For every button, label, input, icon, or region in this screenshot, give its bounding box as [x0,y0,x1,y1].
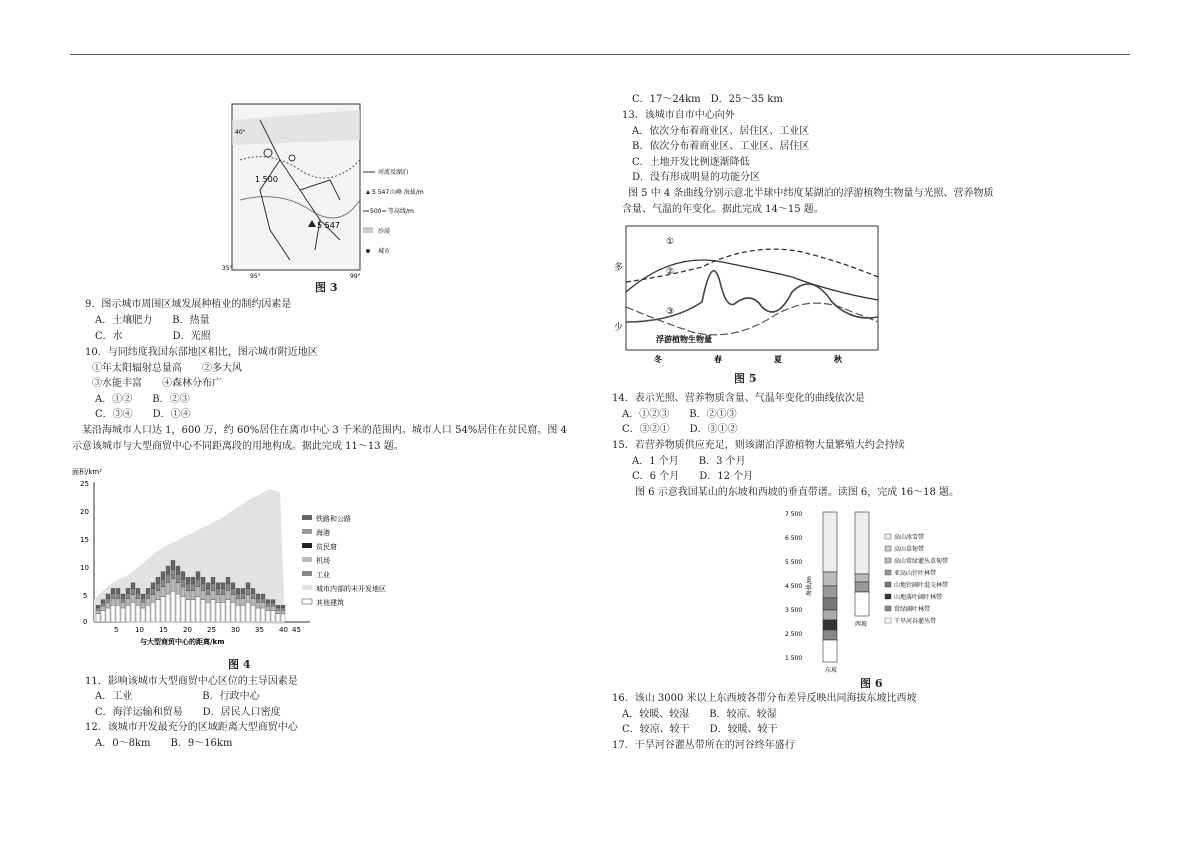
fig4-bar-segment [96,605,100,608]
fig4-bar-segment [221,583,225,589]
fig3-legend-500: 500 [370,208,382,215]
fig3-legend-3: 沙漠 [378,228,391,235]
fig6-ytick-5500: 5 500 [785,559,803,566]
fig4-xtick-20: 20 [183,626,192,634]
fig4-bar-segment [186,600,190,622]
q17-stem: 17．干旱河谷灌丛带所在的河谷终年盛行 [612,740,795,751]
fig4-bar-segment [176,594,180,622]
fig6-west-column [855,512,869,616]
q10-options-cd: C．③④ D．①④ [95,409,191,420]
fig4-bar-segment [196,597,200,622]
fig6-legend-0: 高山冰雪带 [894,534,925,541]
fig4-bar-segment [236,593,240,598]
fig4-bar-segment [221,589,225,595]
fig4-bar-segment [206,589,210,595]
fig4-bar-segment [276,608,280,611]
fig4-bar-segment [246,589,250,595]
q13-option-a: A．依次分布着商业区、居住区、工业区 [632,126,810,137]
fig6-legend-7: 干旱河谷灌丛带 [894,618,937,625]
fig4-bar-segment [206,595,210,603]
fig4-bar-segment [136,588,140,593]
q14-stem: 14．表示光照、营养物质含量、气温年变化的曲线依次是 [612,393,865,404]
fig4-legend-2: 贫民窟 [316,543,337,551]
fig4-bar-segment [206,583,210,589]
q14-options-ab: A．①②③ B．②①③ [622,409,737,420]
fig4-bar-segment [241,588,245,593]
fig4-bar-segment [96,608,100,611]
fig4-bar-segment [231,602,235,622]
fig4-bar-segment [176,583,180,594]
fig4-bar-segment [156,577,160,584]
fig4-bar-segment [156,591,160,600]
fig4-bar-segment [281,610,285,613]
q10-stem: 10．与同纬度我国东部地区相比，图示城市附近地区 [85,347,318,358]
fig4-bar-segment [281,614,285,622]
fig6-ytick-7500: 7 500 [785,511,803,518]
fig4-bar-segment [276,614,280,622]
fig4-xlabel: 与大型商贸中心的距离/km [140,638,225,646]
fig4-bar-segment [211,591,215,600]
fig4-bar-segment [116,605,120,622]
fig4-bar-segment [246,602,250,622]
fig4-bar-segment [136,605,140,622]
fig4-bar-segment [161,579,165,587]
intro-14-15-line2: 含量、气温的年变化。据此完成 14～15 题。 [622,204,824,215]
fig4-bar-segment [261,594,265,598]
fig6-legend-3: 亚高山针叶林带 [894,570,937,577]
fig5-label-2: ② [666,267,675,277]
q10-statements-2: ③水能丰富 ④森林分布广 [92,378,222,389]
q16-options-cd: C．较凉、较干 D．较暖、较干 [622,724,778,735]
fig4-bar-segment [196,579,200,587]
fig4-bar-segment [201,600,205,622]
fig4-bar-segment [106,608,110,622]
fig4-ytick-20: 20 [80,508,89,516]
fig6-ytick-4500: 4 500 [785,583,803,590]
figure-5 [612,222,882,372]
figure-4-caption: 图 4 [228,658,251,671]
q9-options-cd: C．水 D．光照 [95,331,211,342]
fig6-ytick-6500: 6 500 [785,535,803,542]
figure-6-chart [785,506,955,681]
fig3-legend [363,168,424,255]
fig4-bar-segment [216,602,220,622]
fig4-bar-segment [106,602,110,608]
figure-6 [785,506,955,681]
fig4-bar-segment [251,598,255,605]
fig4-ylabel: 面积/km² [72,468,103,476]
fig4-bar-segment [126,593,130,598]
q12-options-ab: A．0～8km B．9～16km [95,738,233,749]
fig4-bar-segment [111,598,115,605]
fig4-bar-segment [191,591,195,600]
fig4-bar-segment [181,597,185,622]
fig6-legend [885,533,948,625]
q16-stem: 16．该山 3000 米以上东西坡各带分布差异反映出同海拔东坡比西坡 [612,693,917,704]
fig4-ytick-15: 15 [80,536,89,544]
q13-option-d: D．没有形成明显的功能分区 [632,172,761,183]
fig4-bar-segment [111,588,115,593]
fig4-bar-segment [261,598,265,602]
fig4-bar-segment [126,605,130,622]
fig4-bar-segment [151,589,155,595]
fig4-bar-segment [181,572,185,580]
fig6-west-label: 西坡 [855,621,868,628]
fig5-season-spring: 春 [714,355,722,364]
fig4-bar-segment [176,574,180,582]
fig3-lat-bottom: 35° [222,265,233,272]
fig4-bar-segment [271,611,275,622]
fig3-legend-1: 山峰 海拔/m [390,189,424,196]
fig4-bar-segment [166,594,170,622]
fig4-bar-segment [121,598,125,602]
fig4-bar-segment [211,600,215,622]
fig4-bar-segment [161,597,165,622]
q13-option-c: C．土地开发比例逐渐降低 [632,157,750,168]
fig4-legend-4: 工业 [316,571,330,579]
fig4-xtick-25: 25 [207,626,216,634]
fig6-ytick-2500: 2 500 [785,631,803,638]
fig4-bar-segment [116,598,120,605]
fig4-bar-segment [271,603,275,606]
fig4-bar-segment [256,598,260,602]
fig4-bar-segment [236,598,240,605]
fig4-bar-segment [141,598,145,602]
fig4-bar-segment [226,584,230,591]
fig4-bar-segment [171,570,175,579]
fig4-bar-segment [116,593,120,598]
fig4-legend [302,514,386,607]
fig4-bar-segment [171,560,175,569]
fig4-bar-segment [271,600,275,603]
fig4-bar-segment [281,605,285,608]
fig3-legend-0: 河流及湖泊 [378,169,409,176]
fig4-bar-segment [256,608,260,622]
fig4-bar-segment [126,598,130,605]
fig4-bar-segment [266,603,270,606]
fig4-bar-segment [131,595,135,603]
fig5-bio-label: 浮游植物生物量 [656,335,712,344]
fig4-bar-segment [226,577,230,584]
fig6-legend-6: 常绿阔叶林带 [894,606,931,613]
fig4-bar-segment [151,583,155,589]
fig4-xtick-35: 35 [255,626,264,634]
fig4-bar-segment [111,593,115,598]
fig4-bar-segment [266,611,270,622]
fig4-bar-segment [121,608,125,622]
figure-3-caption: 图 3 [315,281,338,294]
fig4-bar-segment [186,591,190,600]
fig5-season-winter: 冬 [654,355,662,364]
fig6-ylabel: 海拔/m [806,576,813,596]
fig4-bar-segment [281,608,285,611]
fig4-xtick-5: 5 [114,626,119,634]
fig4-bar-segment [276,610,280,613]
figure-3-map [220,100,450,290]
fig4-ytick-25: 25 [80,480,89,488]
fig4-ytick-5: 5 [83,592,88,600]
fig3-lat-top: 40° [235,129,246,136]
fig4-bar-segment [176,566,180,574]
q12-stem: 12．该城市开发最充分的区域距离大型商贸中心 [85,722,298,733]
fig4-bar-segment [106,598,110,602]
q14-options-cd: C．③②① D．③①② [622,424,738,435]
fig4-bar-segment [156,584,160,591]
fig3-legend-2: 等高线/m [388,208,414,215]
fig4-bar-segment [216,589,220,595]
q11-options-ab: A．工业 B．行政中心 [95,691,260,702]
fig4-bar-segment [236,588,240,593]
fig4-bar-segment [146,588,150,593]
q16-options-ab: A．较暖、较湿 B．较凉、较湿 [622,709,777,720]
fig4-bar-segment [116,588,120,593]
fig4-bar-segment [246,583,250,589]
q15-stem: 15．若营养物质供应充足，则该湖泊浮游植物大量繁殖大约会持续 [612,440,905,451]
fig4-bar-segment [131,589,135,595]
q11-options-cd: C．海洋运输和贸易 D．居民人口密度 [95,707,281,718]
fig4-ytick-10: 10 [80,564,89,572]
intro-16-18: 图 6 示意我国某山的东坡和西坡的垂直带谱。读图 6，完成 16～18 题。 [625,487,960,498]
fig4-bar-segment [206,602,210,622]
fig4-bar-segment [201,584,205,591]
fig4-xtick-30: 30 [231,626,240,634]
fig4-bar-segment [191,600,195,622]
fig3-lon-left: 95° [250,273,261,280]
fig4-bar-segment [201,577,205,584]
figure-4 [70,464,430,654]
fig4-bar-segment [231,589,235,595]
fig4-bar-segment [171,591,175,622]
fig4-bar-segment [166,583,170,594]
fig4-legend-0: 铁路和公路 [316,515,351,523]
top-rule [70,54,1130,55]
q10-options-ab: A．①② B．②③ [95,394,190,405]
fig6-east-column [823,512,837,662]
q11-stem: 11．影响该城市大型商贸中心区位的主导因素是 [85,676,298,687]
fig4-bar-segment [191,577,195,584]
fig6-ytick-3500: 3 500 [785,607,803,614]
fig4-bar-segment [216,595,220,603]
fig4-bar-segment [221,595,225,603]
fig4-bar-segment [261,602,265,608]
fig4-bar-segment [186,577,190,584]
fig4-bar-segment [226,600,230,622]
fig6-legend-4: 山地针阔叶混交林带 [894,582,949,589]
fig4-bar-segment [146,605,150,622]
q12-options-cd: C．17～24km D．25～35 km [632,94,783,105]
fig4-bar-segment [126,588,130,593]
fig4-bar-segment [211,584,215,591]
fig4-bar-segment [221,602,225,622]
fig5-label-1: ① [666,237,675,247]
fig4-bar-segment [101,603,105,606]
fig4-bar-segment [136,598,140,605]
fig4-bar-segment [236,605,240,622]
fig4-bar-segment [121,594,125,598]
fig4-bar-segment [231,583,235,589]
fig4-bar-segment [201,591,205,600]
fig4-bar-segment [121,602,125,608]
fig4-bar-segment [186,584,190,591]
fig5-label-3: ③ [666,307,675,317]
fig4-bar-segment [166,566,170,574]
fig4-xtick-15: 15 [159,626,168,634]
fig4-bar-segment [251,605,255,622]
fig4-bar-segment [216,583,220,589]
fig4-bar-segment [141,594,145,598]
fig4-legend-1: 海港 [316,529,330,537]
fig4-xtick-45: 45 [292,626,301,634]
fig5-y-top: 多 [614,263,624,273]
fig4-bar-segment [131,583,135,589]
fig4-bar-segment [101,611,105,622]
fig4-bar-segment [141,608,145,622]
fig4-bar-segment [241,605,245,622]
fig4-bar-segment [251,593,255,598]
fig4-bar-segment [166,574,170,582]
fig5-y-bottom: 少 [614,323,624,333]
fig3-label-1500: 1 500 [255,175,278,184]
fig4-bar-segment [266,600,270,603]
fig6-ytick-1500: 1 500 [785,655,803,662]
fig4-bar-segment [196,587,200,597]
fig4-bar-segment [161,587,165,597]
fig4-bar-segment [151,602,155,622]
fig4-bar-segment [131,602,135,622]
figure-5-chart [612,222,882,372]
q13-option-b: B．依次分布着商业区、工业区、居住区 [632,141,810,152]
fig4-legend-6: 其他建筑 [316,599,344,607]
fig5-season-autumn: 秋 [834,355,842,364]
q9-options-ab: A．土壤肥力 B．热量 [95,315,210,326]
fig4-bar-segment [106,594,110,598]
intro-11-13-line2: 示意该城市与大型商贸中心不同距离段的用地构成。据此完成 11～13 题。 [72,441,404,452]
fig4-bar-segment [96,610,100,613]
fig4-legend-5: 城市内部的未开发地区 [316,585,386,593]
intro-11-13-line1: 某沿海城市人口达 1，600 万，约 60%居住在离市中心 3 千米的范围内。城市人口 54%居住在贫民窟。图 4 [72,425,567,436]
fig4-bar-segment [276,605,280,608]
fig4-bar-segment [151,595,155,603]
fig4-legend-3: 机场 [316,557,330,565]
fig3-lon-right: 99° [350,273,361,280]
fig4-bar-segment [161,572,165,580]
fig4-bar-segment [146,593,150,598]
fig6-east-label: 东坡 [825,667,838,674]
fig5-season-summer: 夏 [774,355,782,364]
fig4-bar-segment [146,598,150,605]
fig4-bar-segment [181,587,185,597]
fig4-bar-segment [256,594,260,598]
fig6-legend-5: 山地落叶阔叶林带 [894,594,943,601]
figure-6-caption: 图 6 [860,677,883,690]
fig4-bar-segment [256,602,260,608]
fig4-bar-segment [231,595,235,603]
fig3-legend-4: 城市 [378,248,391,255]
fig4-bar-segment [241,593,245,598]
fig4-bar-segment [226,591,230,600]
figure-3 [220,100,450,290]
fig4-bar-segment [271,606,275,610]
figure-5-caption: 图 5 [734,372,757,385]
fig3-label-5547: 5 547 [317,221,340,230]
q15-options-cd: C．6 个月 D．12 个月 [632,471,754,482]
fig4-bar-segment [251,588,255,593]
fig4-bar-segment [136,593,140,598]
q10-statements-1: ①年太阳辐射总量高 ②多大风 [92,363,242,374]
q15-options-ab: A．1 个月 B．3 个月 [632,456,746,467]
q9-stem: 9．图示城市周围区域发展种植业的制约因素是 [85,299,292,310]
fig4-bar-segment [261,608,265,622]
fig4-bar-segment [101,606,105,610]
fig4-bar-segment [246,595,250,603]
fig4-bar-segment [156,600,160,622]
fig4-bar-segment [241,598,245,605]
fig4-bar-segment [141,602,145,608]
fig4-bar-segment [266,606,270,610]
fig4-ytick-0: 0 [83,618,88,626]
fig4-bar-segment [196,572,200,580]
fig6-legend-2: 高山常绿灌丛草甸带 [894,558,949,565]
fig4-bar-segment [211,577,215,584]
fig4-xtick-10: 10 [135,626,144,634]
intro-14-15-line1: 图 5 中 4 条曲线分别示意北半球中纬度某湖泊的浮游植物生物量与光照、营养物质 [618,188,994,199]
fig4-bar-segment [101,600,105,603]
fig6-legend-1: 高山草甸带 [894,546,925,553]
q13-stem: 13．该城市自市中心向外 [622,110,735,121]
fig4-bar-segment [181,579,185,587]
fig4-bar-segment [111,605,115,622]
figure-4-chart [70,464,430,654]
fig4-bar-segment [171,579,175,591]
fig4-xtick-40: 40 [279,626,288,634]
fig4-bar-segment [96,614,100,622]
fig4-bar-segment [191,584,195,591]
fig3-legend-5547: 5 547 [372,189,390,196]
